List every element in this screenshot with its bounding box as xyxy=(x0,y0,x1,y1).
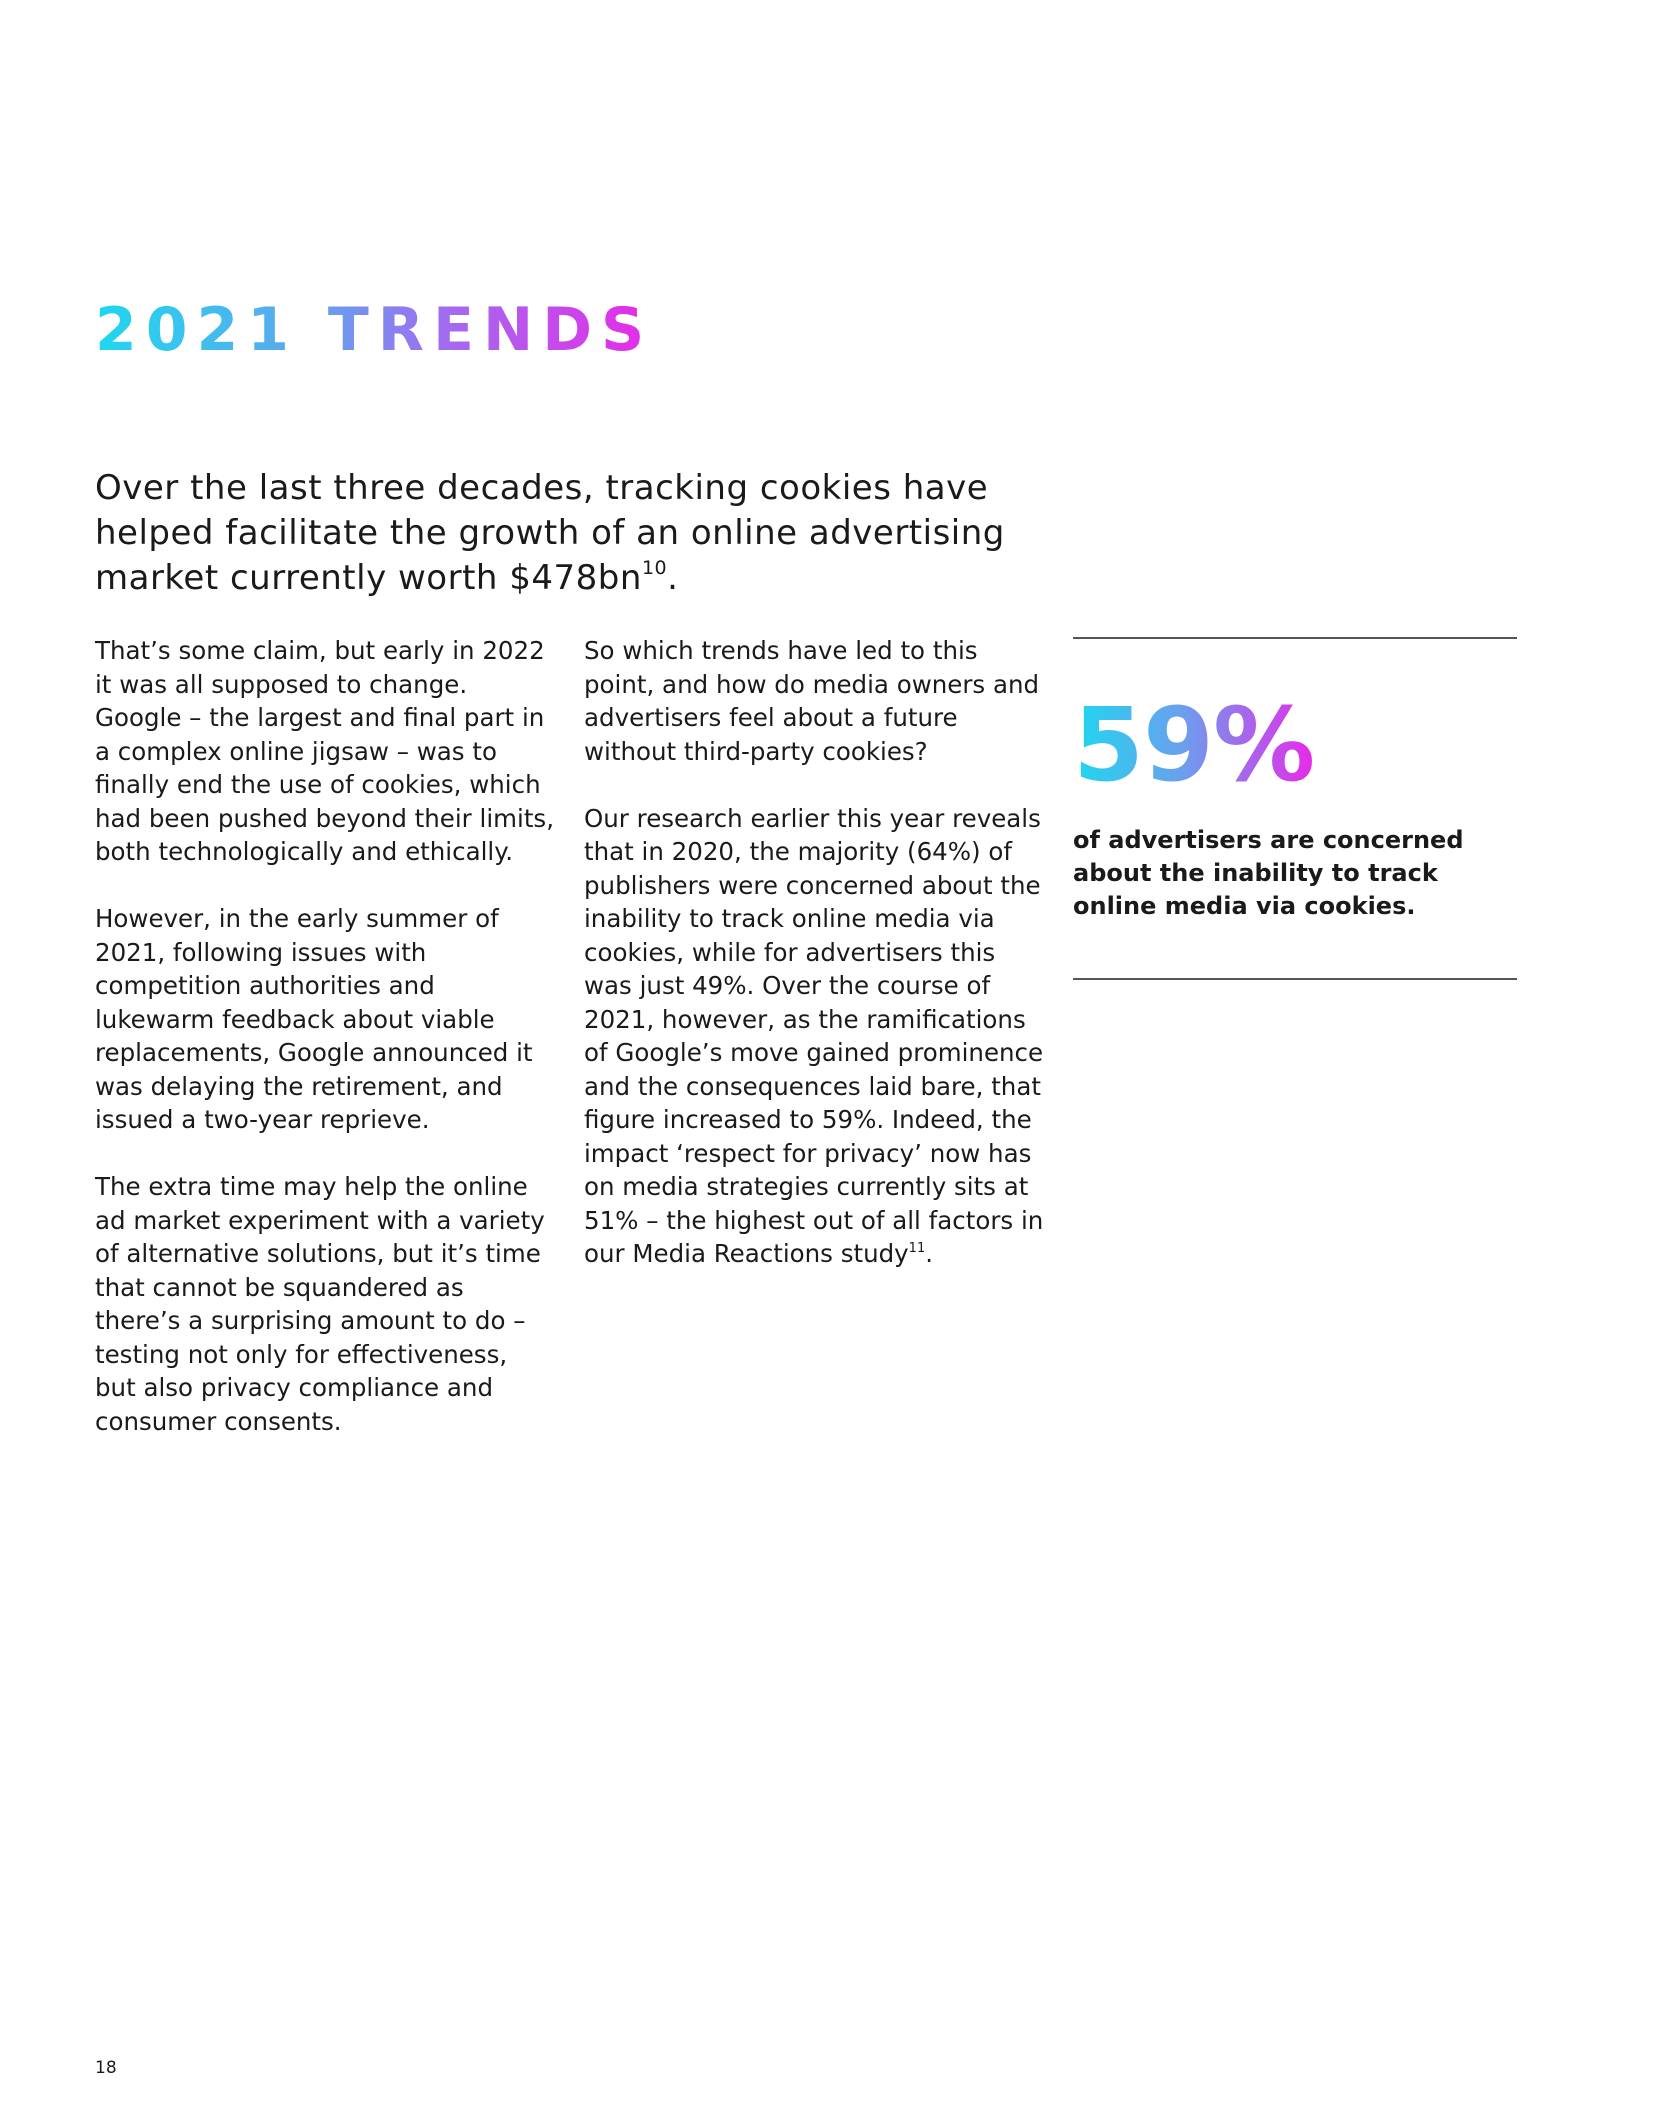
right-paragraph-2-text: Our research earlier this year reveals that in 2020, the majority (64%) of publishers were concerned about the inability to track online media via cookies, while for advertisers this was just 49%. Over the course of 2021, however, as the ramifications of Google’s move gained prominence and the consequences laid bare, that figure increased to 59%. Indeed, the impact ‘respect for privacy’ now has on media strategies currently sits at 51% – the highest out of all factors in our Media Reactions study xyxy=(584,803,1044,1268)
stat-value: 59% xyxy=(1073,686,1315,805)
left-text-column xyxy=(95,634,555,1472)
left-paragraph-2: However, in the early summer of 2021, following issues with competition authorities and lukewarm feedback about viable replacements, Google announced it was delaying the retirement, and issued a two-year reprieve. xyxy=(95,904,533,1134)
left-paragraph-1: That’s some claim, but early in 2022 it was all supposed to change. Google – the largest and final part in a complex online jigsaw – was to finally end the use of cookies, which had been pushed beyond their limits, both technologically and ethically. xyxy=(95,636,554,866)
intro-text: Over the last three decades, tracking cookies have helped facilitate the growth of an online advertising market currently worth $478bn xyxy=(95,468,1005,598)
right-paragraph-1: So which trends have led to this point, and how do media owners and advertisers feel about a future without third-party cookies? xyxy=(584,636,1040,766)
intro-tail: . xyxy=(667,558,679,598)
footnote-ref-11: 11 xyxy=(908,1241,926,1256)
right-paragraph-2 xyxy=(584,802,1044,1271)
page-number: 18 xyxy=(95,2058,117,2078)
left-paragraph-3: The extra time may help the online ad market experiment with a variety of alternative solutions, but it’s time that cannot be squandered as there’s a surprising amount to do – testing not only for effectiveness, but also privacy compliance and consumer consents. xyxy=(95,1172,545,1436)
stat-caption: of advertisers are concerned about the inability to track online media via cookies. xyxy=(1073,826,1464,920)
footnote-ref-10: 10 xyxy=(641,557,668,579)
right-text-column xyxy=(584,634,1044,1304)
page-title: 2021 TRENDS xyxy=(95,295,654,365)
intro-paragraph xyxy=(95,466,1045,601)
stat-callout xyxy=(1073,637,1517,980)
right-paragraph-2-tail: . xyxy=(925,1239,934,1268)
